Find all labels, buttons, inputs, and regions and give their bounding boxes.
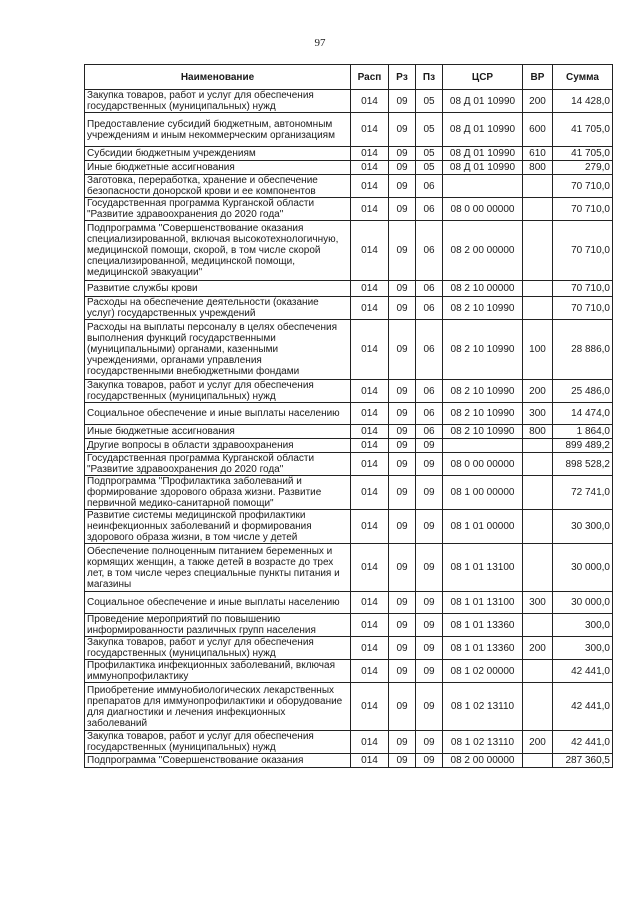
- cell-name: Государственная программа Курганской области "Развитие здравоохранения до 2020 года": [85, 198, 351, 221]
- cell-name: Закупка товаров, работ и услуг для обеспечения государственных (муниципальных) нужд: [85, 637, 351, 660]
- cell-rasp: 014: [351, 425, 389, 439]
- cell-rz: 09: [389, 544, 416, 592]
- cell-pz: 06: [416, 403, 443, 425]
- cell-rz: 09: [389, 320, 416, 380]
- cell-rz: 09: [389, 614, 416, 637]
- table-row: [85, 637, 613, 660]
- cell-vr: 610: [523, 147, 553, 161]
- cell-name: Подпрограмма "Профилактика заболеваний и формирование здорового образа жизни. Развитие первичной медико-санитарной помощи": [85, 476, 351, 510]
- cell-rasp: 014: [351, 592, 389, 614]
- cell-sum: 279,0: [553, 161, 613, 175]
- cell-csr: 08 2 00 00000: [443, 754, 523, 768]
- cell-name: Закупка товаров, работ и услуг для обеспечения государственных (муниципальных) нужд: [85, 90, 351, 113]
- cell-csr: 08 2 10 10990: [443, 403, 523, 425]
- cell-sum: 70 710,0: [553, 175, 613, 198]
- cell-rasp: 014: [351, 147, 389, 161]
- cell-vr: 200: [523, 731, 553, 754]
- cell-sum: 30 000,0: [553, 592, 613, 614]
- cell-sum: 300,0: [553, 614, 613, 637]
- cell-sum: 70 710,0: [553, 221, 613, 281]
- cell-vr: [523, 175, 553, 198]
- cell-pz: 09: [416, 614, 443, 637]
- table-row: [85, 510, 613, 544]
- cell-rz: 09: [389, 476, 416, 510]
- cell-sum: 898 528,2: [553, 453, 613, 476]
- table-row: [85, 614, 613, 637]
- cell-name: Заготовка, переработка, хранение и обеспечение безопасности донорской крови и ее компонентов: [85, 175, 351, 198]
- budget-table: [84, 64, 613, 768]
- cell-rz: 09: [389, 281, 416, 297]
- cell-rasp: 014: [351, 614, 389, 637]
- table-row: [85, 403, 613, 425]
- cell-pz: 06: [416, 175, 443, 198]
- cell-rz: 09: [389, 510, 416, 544]
- cell-name: Предоставление субсидий бюджетным, автономным учреждениям и иным некоммерческим организациям: [85, 113, 351, 147]
- cell-rasp: 014: [351, 754, 389, 768]
- cell-rz: 09: [389, 683, 416, 731]
- cell-sum: 1 864,0: [553, 425, 613, 439]
- page-number: 97: [314, 37, 326, 49]
- cell-rasp: 014: [351, 281, 389, 297]
- cell-pz: 06: [416, 297, 443, 320]
- cell-name: Развитие системы медицинской профилактики неинфекционных заболеваний и формирования здорового образа жизни, в том числе у детей: [85, 510, 351, 544]
- table-row: [85, 320, 613, 380]
- cell-vr: 600: [523, 113, 553, 147]
- cell-name: Иные бюджетные ассигнования: [85, 425, 351, 439]
- cell-csr: 08 1 01 00000: [443, 510, 523, 544]
- cell-sum: 70 710,0: [553, 297, 613, 320]
- cell-pz: 06: [416, 198, 443, 221]
- table-row: [85, 175, 613, 198]
- cell-rasp: 014: [351, 637, 389, 660]
- cell-pz: 09: [416, 510, 443, 544]
- cell-vr: [523, 614, 553, 637]
- cell-rz: 09: [389, 297, 416, 320]
- cell-vr: [523, 281, 553, 297]
- cell-sum: 300,0: [553, 637, 613, 660]
- table-header-row: [85, 65, 613, 90]
- cell-csr: 08 2 10 10990: [443, 320, 523, 380]
- cell-sum: 25 486,0: [553, 380, 613, 403]
- cell-rz: 09: [389, 221, 416, 281]
- cell-rasp: 014: [351, 297, 389, 320]
- cell-name: Развитие службы крови: [85, 281, 351, 297]
- cell-sum: 41 705,0: [553, 113, 613, 147]
- cell-sum: 70 710,0: [553, 198, 613, 221]
- cell-rasp: 014: [351, 380, 389, 403]
- col-header-csr: ЦСР: [443, 65, 523, 90]
- cell-pz: 09: [416, 476, 443, 510]
- table-row: [85, 754, 613, 768]
- cell-rz: 09: [389, 453, 416, 476]
- cell-rz: 09: [389, 113, 416, 147]
- table-row: [85, 221, 613, 281]
- col-header-pz: Пз: [416, 65, 443, 90]
- cell-name: Иные бюджетные ассигнования: [85, 161, 351, 175]
- col-header-name: Наименование: [85, 65, 351, 90]
- cell-csr: 08 1 01 13100: [443, 592, 523, 614]
- cell-name: Расходы на обеспечение деятельности (оказание услуг) государственных учреждений: [85, 297, 351, 320]
- table-row: [85, 425, 613, 439]
- cell-csr: 08 Д 01 10990: [443, 90, 523, 113]
- cell-rasp: 014: [351, 221, 389, 281]
- table-row: [85, 90, 613, 113]
- cell-name: Государственная программа Курганской области "Развитие здравоохранения до 2020 года": [85, 453, 351, 476]
- cell-csr: [443, 175, 523, 198]
- cell-sum: 42 441,0: [553, 683, 613, 731]
- table-row: [85, 683, 613, 731]
- cell-csr: 08 Д 01 10990: [443, 113, 523, 147]
- col-header-rz: Рз: [389, 65, 416, 90]
- cell-vr: [523, 439, 553, 453]
- table-row: [85, 592, 613, 614]
- table-body: [85, 90, 613, 768]
- cell-pz: 09: [416, 592, 443, 614]
- cell-name: Проведение мероприятий по повышению информированности различных групп населения: [85, 614, 351, 637]
- cell-vr: [523, 476, 553, 510]
- cell-csr: 08 1 01 13360: [443, 637, 523, 660]
- cell-sum: 899 489,2: [553, 439, 613, 453]
- cell-vr: 800: [523, 425, 553, 439]
- cell-rasp: 014: [351, 198, 389, 221]
- cell-pz: 09: [416, 637, 443, 660]
- cell-sum: 30 300,0: [553, 510, 613, 544]
- cell-name: Закупка товаров, работ и услуг для обеспечения государственных (муниципальных) нужд: [85, 380, 351, 403]
- cell-pz: 06: [416, 380, 443, 403]
- cell-pz: 06: [416, 281, 443, 297]
- cell-rz: 09: [389, 90, 416, 113]
- col-header-rasp: Расп: [351, 65, 389, 90]
- cell-vr: 100: [523, 320, 553, 380]
- table-row: [85, 161, 613, 175]
- cell-sum: 70 710,0: [553, 281, 613, 297]
- cell-pz: 05: [416, 90, 443, 113]
- cell-rasp: 014: [351, 403, 389, 425]
- cell-csr: 08 1 02 13110: [443, 731, 523, 754]
- cell-rasp: 014: [351, 90, 389, 113]
- cell-vr: 300: [523, 592, 553, 614]
- cell-csr: 08 2 10 10990: [443, 380, 523, 403]
- cell-pz: 09: [416, 731, 443, 754]
- cell-name: Расходы на выплаты персоналу в целях обеспечения выполнения функций государственными (муниципальными) органами, казенными учреждениями, органами управления государственными внебюджетными фондами: [85, 320, 351, 380]
- col-header-sum: Сумма: [553, 65, 613, 90]
- cell-name: Подпрограмма "Совершенствование оказания: [85, 754, 351, 768]
- cell-rasp: 014: [351, 510, 389, 544]
- cell-pz: 09: [416, 683, 443, 731]
- cell-rz: 09: [389, 439, 416, 453]
- cell-name: Приобретение иммунобиологических лекарственных препаратов для иммунопрофилактики и оборудование для диагностики и лечения инфекционных заболеваний: [85, 683, 351, 731]
- cell-rz: 09: [389, 731, 416, 754]
- cell-rasp: 014: [351, 731, 389, 754]
- cell-sum: 287 360,5: [553, 754, 613, 768]
- cell-csr: 08 1 01 13360: [443, 614, 523, 637]
- cell-vr: [523, 198, 553, 221]
- cell-rz: 09: [389, 198, 416, 221]
- cell-csr: 08 2 10 10990: [443, 425, 523, 439]
- cell-name: Социальное обеспечение и иные выплаты населению: [85, 592, 351, 614]
- cell-rasp: 014: [351, 113, 389, 147]
- table-row: [85, 380, 613, 403]
- cell-pz: 09: [416, 660, 443, 683]
- table-row: [85, 281, 613, 297]
- cell-pz: 06: [416, 320, 443, 380]
- cell-vr: 300: [523, 403, 553, 425]
- col-header-vr: ВР: [523, 65, 553, 90]
- cell-sum: 14 428,0: [553, 90, 613, 113]
- cell-pz: 09: [416, 453, 443, 476]
- cell-rz: 09: [389, 425, 416, 439]
- cell-vr: [523, 510, 553, 544]
- cell-rz: 09: [389, 147, 416, 161]
- cell-vr: [523, 453, 553, 476]
- cell-rasp: 014: [351, 439, 389, 453]
- cell-pz: 05: [416, 161, 443, 175]
- table-row: [85, 198, 613, 221]
- cell-csr: 08 0 00 00000: [443, 453, 523, 476]
- cell-name: Профилактика инфекционных заболеваний, включая иммунопрофилактику: [85, 660, 351, 683]
- table-row: [85, 147, 613, 161]
- table-row: [85, 476, 613, 510]
- cell-csr: [443, 439, 523, 453]
- cell-rz: 09: [389, 403, 416, 425]
- cell-pz: 06: [416, 221, 443, 281]
- cell-csr: 08 1 00 00000: [443, 476, 523, 510]
- cell-vr: [523, 297, 553, 320]
- table-row: [85, 453, 613, 476]
- cell-name: Другие вопросы в области здравоохранения: [85, 439, 351, 453]
- cell-pz: 09: [416, 544, 443, 592]
- cell-sum: 30 000,0: [553, 544, 613, 592]
- cell-vr: 200: [523, 637, 553, 660]
- cell-csr: 08 0 00 00000: [443, 198, 523, 221]
- cell-rz: 09: [389, 161, 416, 175]
- cell-vr: [523, 221, 553, 281]
- cell-rasp: 014: [351, 175, 389, 198]
- table-row: [85, 731, 613, 754]
- cell-pz: 05: [416, 113, 443, 147]
- cell-name: Субсидии бюджетным учреждениям: [85, 147, 351, 161]
- cell-rz: 09: [389, 637, 416, 660]
- cell-rasp: 014: [351, 453, 389, 476]
- cell-vr: [523, 683, 553, 731]
- cell-csr: 08 1 02 00000: [443, 660, 523, 683]
- cell-rz: 09: [389, 660, 416, 683]
- cell-vr: [523, 660, 553, 683]
- cell-csr: 08 Д 01 10990: [443, 161, 523, 175]
- cell-vr: 200: [523, 380, 553, 403]
- cell-csr: 08 2 10 00000: [443, 281, 523, 297]
- cell-vr: 800: [523, 161, 553, 175]
- cell-sum: 42 441,0: [553, 731, 613, 754]
- cell-name: Закупка товаров, работ и услуг для обеспечения государственных (муниципальных) нужд: [85, 731, 351, 754]
- cell-name: Обеспечение полноценным питанием беременных и кормящих женщин, а также детей в возрасте до трех лет, в том числе через специальные пункты питания и магазины: [85, 544, 351, 592]
- cell-name: Подпрограмма "Совершенствование оказания специализированной, включая высокотехнологичную, медицинской помощи, скорой, в том числе скорой специализированной, медицинской помощи, медицинской эвакуации": [85, 221, 351, 281]
- cell-sum: 41 705,0: [553, 147, 613, 161]
- cell-csr: 08 1 01 13100: [443, 544, 523, 592]
- table-row: [85, 544, 613, 592]
- cell-rz: 09: [389, 175, 416, 198]
- cell-pz: 05: [416, 147, 443, 161]
- cell-pz: 09: [416, 439, 443, 453]
- cell-sum: 72 741,0: [553, 476, 613, 510]
- cell-rasp: 014: [351, 476, 389, 510]
- cell-csr: 08 2 10 10990: [443, 297, 523, 320]
- cell-vr: 200: [523, 90, 553, 113]
- cell-rasp: 014: [351, 660, 389, 683]
- table-row: [85, 660, 613, 683]
- cell-vr: [523, 754, 553, 768]
- cell-sum: 28 886,0: [553, 320, 613, 380]
- cell-sum: 42 441,0: [553, 660, 613, 683]
- cell-name: Социальное обеспечение и иные выплаты населению: [85, 403, 351, 425]
- table-row: [85, 439, 613, 453]
- cell-rz: 09: [389, 380, 416, 403]
- cell-csr: 08 1 02 13110: [443, 683, 523, 731]
- cell-csr: 08 2 00 00000: [443, 221, 523, 281]
- cell-rz: 09: [389, 754, 416, 768]
- cell-rasp: 014: [351, 320, 389, 380]
- cell-vr: [523, 544, 553, 592]
- cell-csr: 08 Д 01 10990: [443, 147, 523, 161]
- table-row: [85, 113, 613, 147]
- cell-rasp: 014: [351, 161, 389, 175]
- table-row: [85, 297, 613, 320]
- cell-rasp: 014: [351, 683, 389, 731]
- cell-sum: 14 474,0: [553, 403, 613, 425]
- cell-rasp: 014: [351, 544, 389, 592]
- cell-rz: 09: [389, 592, 416, 614]
- cell-pz: 06: [416, 425, 443, 439]
- cell-pz: 09: [416, 754, 443, 768]
